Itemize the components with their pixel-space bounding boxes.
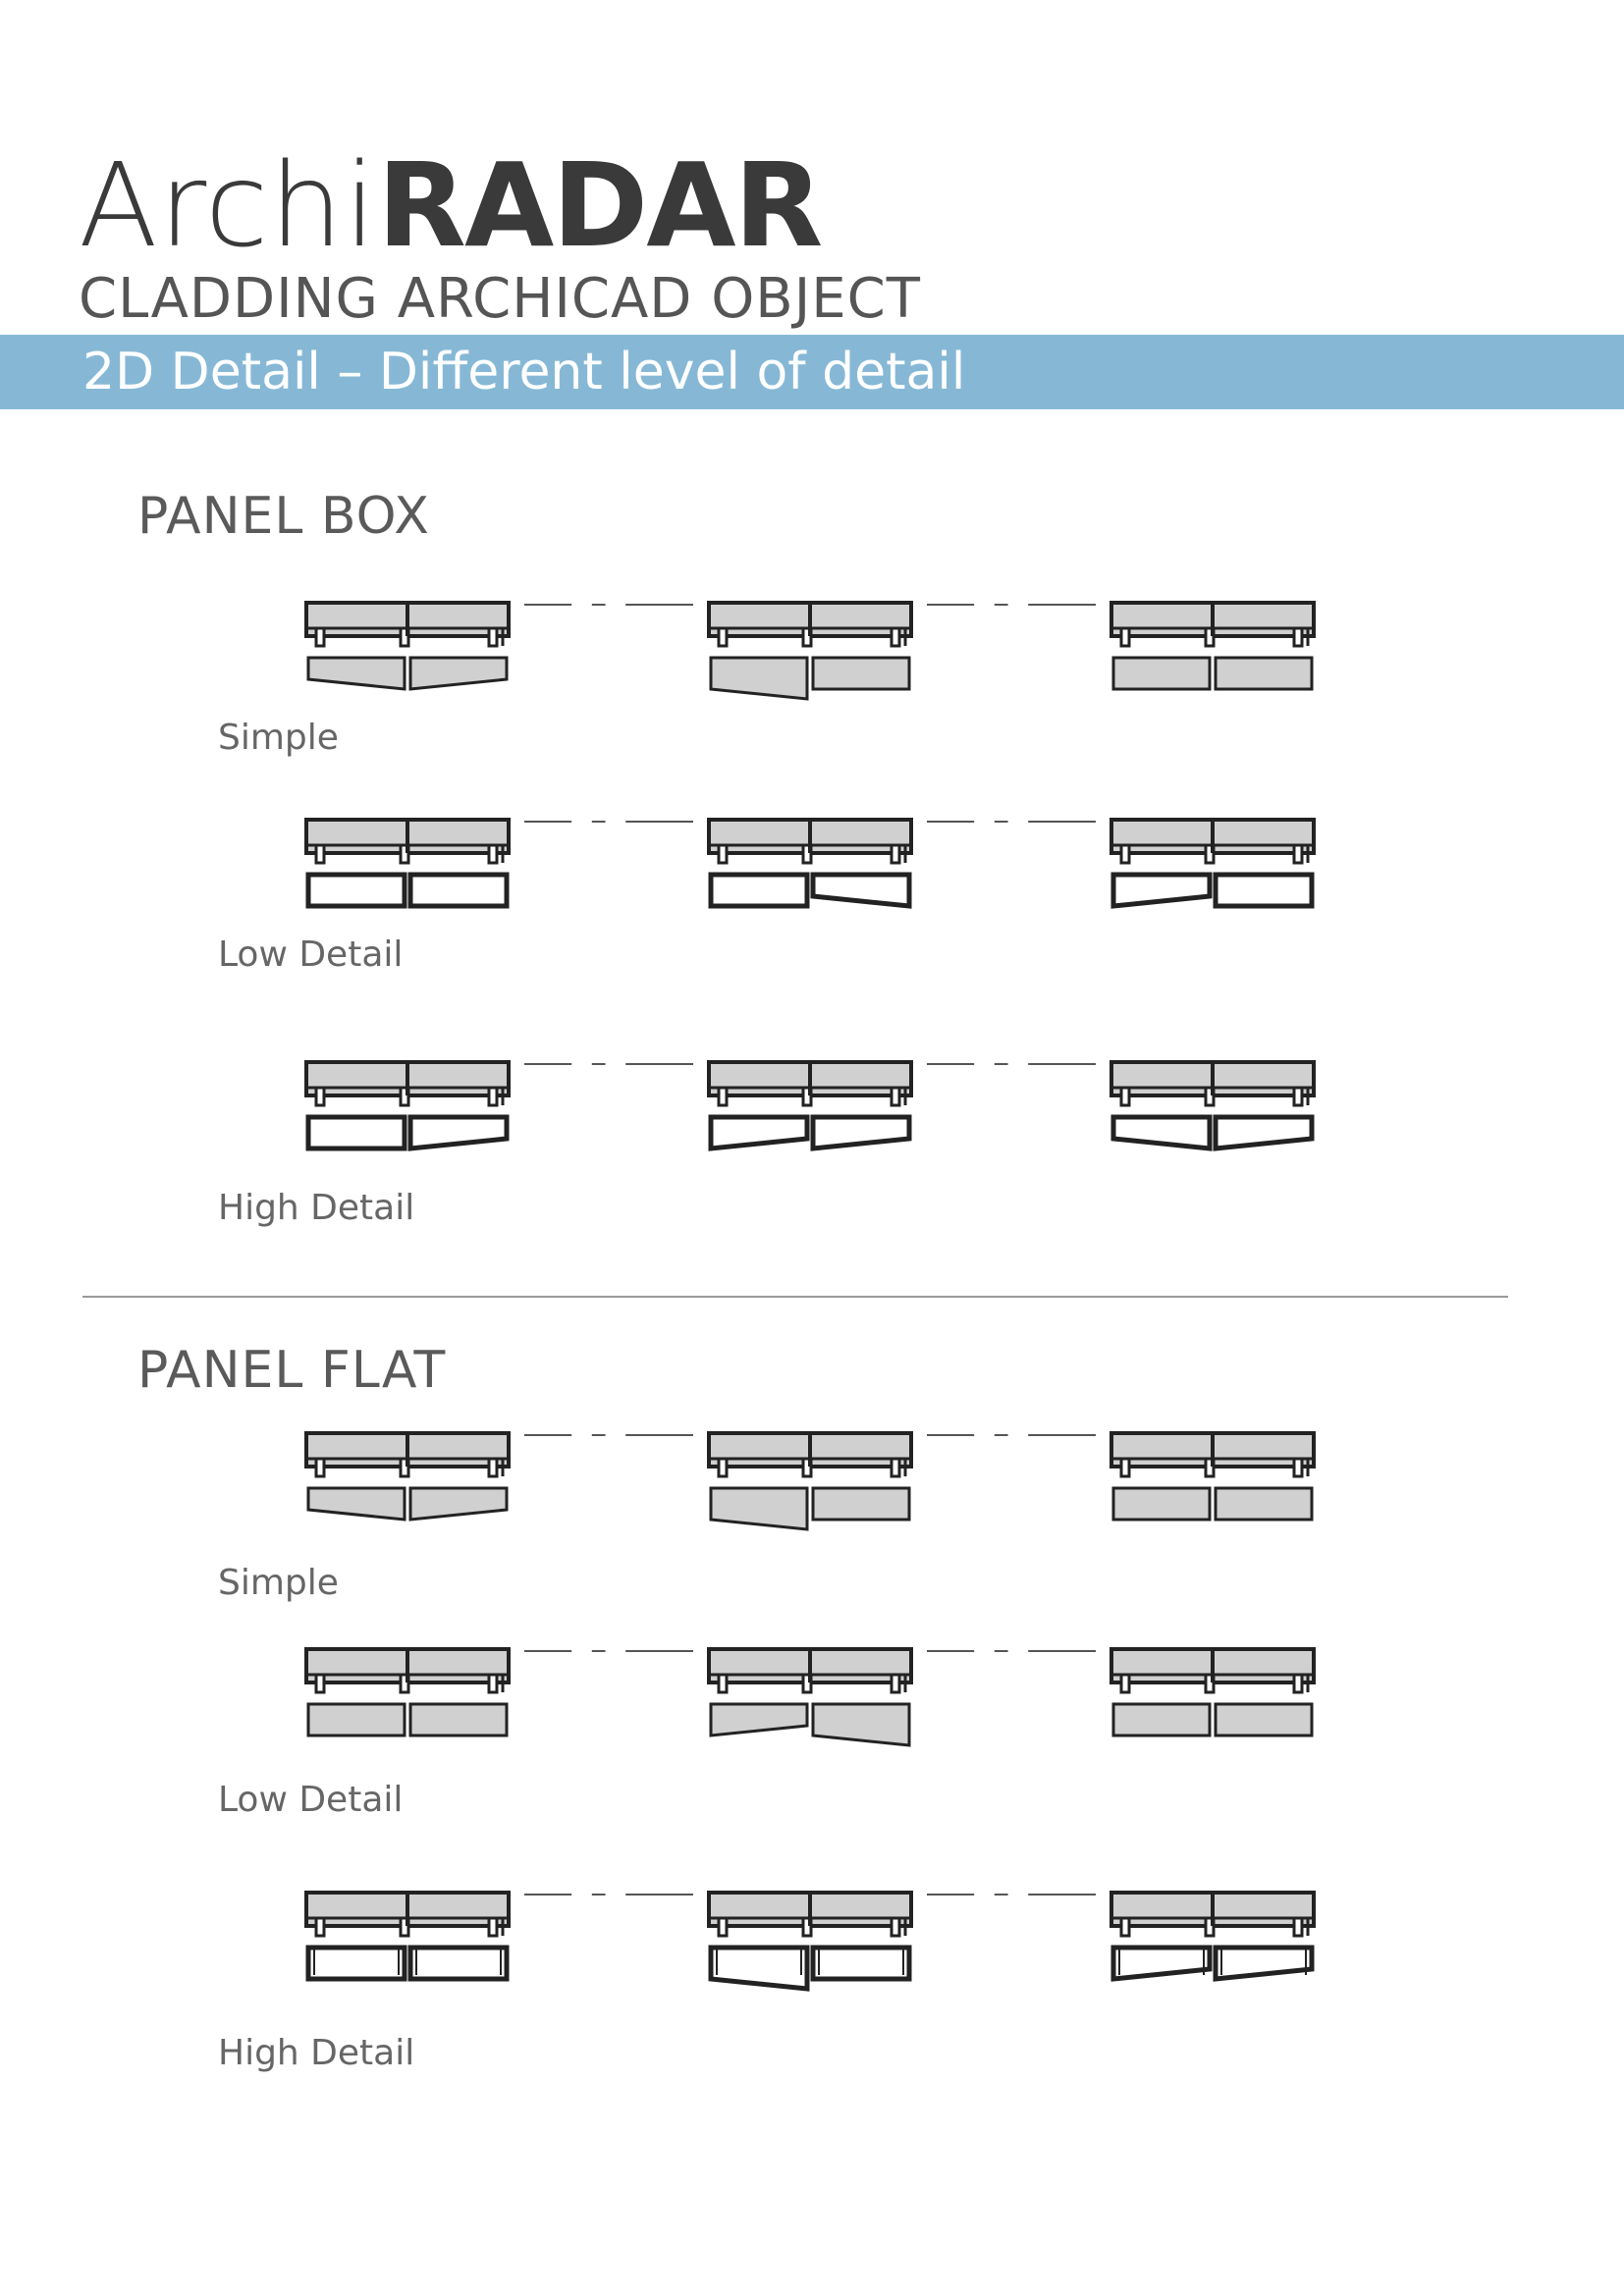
cladding-panel	[813, 1117, 909, 1148]
clip	[892, 1088, 899, 1105]
detail-glyph	[1111, 1433, 1314, 1520]
clip	[316, 1459, 324, 1476]
cladding-panel	[711, 1488, 807, 1529]
clip	[489, 1918, 497, 1936]
cladding-panel	[813, 875, 909, 906]
logo-radar-text: RADAR	[377, 137, 822, 273]
cladding-panel	[308, 1948, 405, 1979]
detail-glyph	[1111, 1893, 1314, 1979]
clip	[316, 1918, 324, 1936]
clip	[892, 628, 899, 646]
cladding-panel	[410, 875, 507, 906]
cladding-panel	[813, 1488, 909, 1520]
cladding-panel	[1216, 1488, 1312, 1520]
clip	[316, 628, 324, 646]
detail-glyph	[306, 820, 509, 906]
cladding-panel	[1113, 1704, 1210, 1735]
clip	[1294, 1918, 1302, 1936]
clip	[1121, 628, 1129, 646]
cladding-panel	[813, 1704, 909, 1745]
detail-glyph	[1111, 820, 1314, 906]
logo-archi-text: Archi	[79, 137, 378, 273]
detail-glyph	[306, 603, 509, 689]
row-label-panel-flat-low-detail: Low Detail	[218, 1780, 404, 1820]
cladding-panel	[813, 1948, 909, 1979]
detail-glyph	[1111, 1649, 1314, 1735]
cladding-panel	[711, 875, 807, 906]
cladding-panel	[1216, 1948, 1312, 1979]
detail-glyph	[306, 1893, 509, 1979]
detail-glyph	[306, 1433, 509, 1520]
row-label-panel-flat-simple: Simple	[218, 1563, 339, 1603]
row-label-panel-box-simple: Simple	[218, 718, 339, 758]
cladding-panel	[711, 658, 807, 699]
cladding-panel	[410, 1117, 507, 1148]
cladding-panel	[1216, 1117, 1312, 1148]
detail-glyph	[709, 1893, 911, 1989]
clip	[1294, 1459, 1302, 1476]
cladding-panel	[308, 1117, 405, 1148]
detail-glyph	[306, 1649, 509, 1735]
clip	[1121, 1088, 1129, 1105]
section-title-panel-box: PANEL BOX	[137, 487, 430, 546]
clip	[489, 628, 497, 646]
section-divider	[82, 1296, 1508, 1298]
section-title-panel-flat: PANEL FLAT	[137, 1341, 447, 1400]
clip	[719, 628, 727, 646]
clip	[489, 1459, 497, 1476]
clip	[1294, 845, 1302, 863]
row-label-panel-box-high-detail: High Detail	[218, 1188, 415, 1228]
row-label-panel-flat-high-detail: High Detail	[218, 2033, 415, 2073]
clip	[892, 845, 899, 863]
detail-glyph	[709, 820, 911, 906]
detail-glyph	[306, 1062, 509, 1148]
detail-glyph	[709, 1649, 911, 1745]
cladding-panel	[308, 1704, 405, 1735]
clip	[719, 1918, 727, 1936]
clip	[719, 845, 727, 863]
cladding-panel	[711, 1704, 807, 1735]
clip	[719, 1088, 727, 1105]
cladding-panel	[1113, 1488, 1210, 1520]
cladding-panel	[308, 1488, 405, 1520]
cladding-panel	[410, 1704, 507, 1735]
document-subtitle: CLADDING ARCHICAD OBJECT	[79, 267, 921, 331]
clip	[489, 1088, 497, 1105]
cladding-panel	[1113, 875, 1210, 906]
cladding-panel	[308, 658, 405, 689]
cladding-panel	[410, 1488, 507, 1520]
clip	[1294, 1088, 1302, 1105]
clip	[1294, 628, 1302, 646]
row-label-panel-box-low-detail: Low Detail	[218, 934, 404, 975]
clip	[489, 845, 497, 863]
cladding-panel	[1113, 1948, 1210, 1979]
detail-glyph	[1111, 1062, 1314, 1148]
clip	[1294, 1675, 1302, 1692]
cladding-panel	[711, 1948, 807, 1989]
clip	[1121, 1918, 1129, 1936]
cladding-panel	[410, 658, 507, 689]
detail-glyph	[709, 1062, 911, 1148]
cladding-panel	[1216, 1704, 1312, 1735]
clip	[719, 1459, 727, 1476]
clip	[316, 1675, 324, 1692]
detail-glyph	[709, 1433, 911, 1529]
cladding-panel	[1216, 875, 1312, 906]
clip	[892, 1675, 899, 1692]
cladding-panel	[308, 875, 405, 906]
clip	[1121, 1459, 1129, 1476]
clip	[1121, 845, 1129, 863]
clip	[316, 1088, 324, 1105]
clip	[316, 845, 324, 863]
clip	[489, 1675, 497, 1692]
cladding-panel	[410, 1948, 507, 1979]
detail-glyph	[1111, 603, 1314, 689]
cladding-panel	[1113, 1117, 1210, 1148]
clip	[892, 1459, 899, 1476]
cladding-panel	[813, 658, 909, 689]
cladding-panel	[711, 1117, 807, 1148]
clip	[719, 1675, 727, 1692]
banner-text: 2D Detail – Different level of detail	[82, 343, 966, 401]
clip	[892, 1918, 899, 1936]
cladding-panel	[1113, 658, 1210, 689]
detail-glyph	[709, 603, 911, 699]
cladding-panel	[1216, 658, 1312, 689]
clip	[1121, 1675, 1129, 1692]
